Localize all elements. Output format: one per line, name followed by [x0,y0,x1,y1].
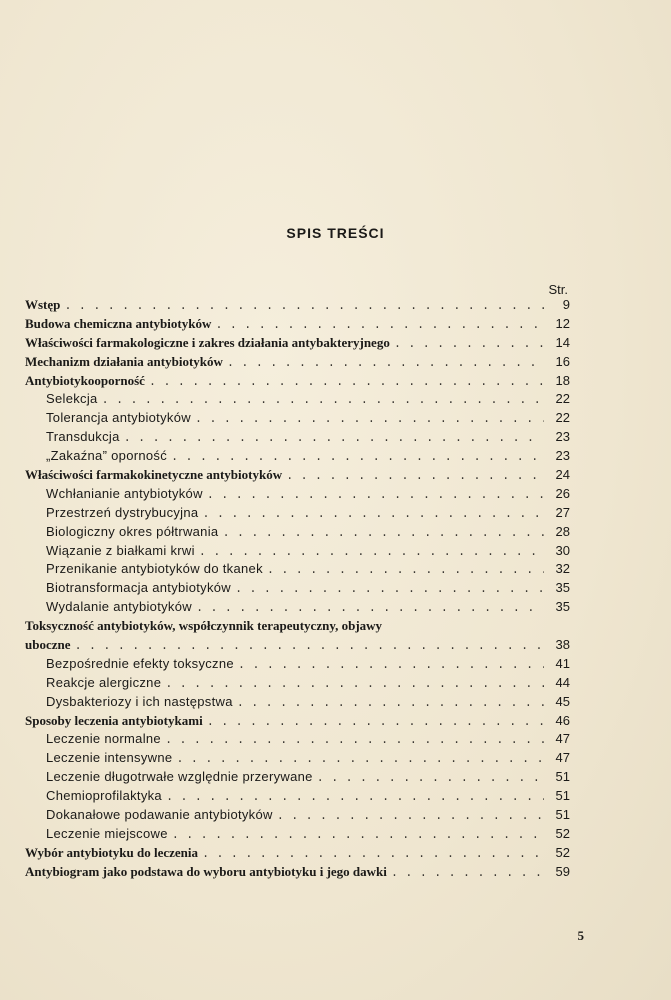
dot-leader [238,658,544,672]
toc-entry-page: 52 [555,844,570,860]
toc-entry-page: 51 [555,788,570,804]
toc-entry-label: Sposoby leczenia antybiotykami [25,712,203,728]
toc-entry-label: Biotransformacja antybiotyków [46,580,231,596]
toc-subentry [25,750,570,769]
toc-entry-page: 51 [555,769,570,785]
toc-entry-label: Dysbakteriozy i ich następstwa [46,693,233,709]
toc-subentry [25,524,570,543]
toc-subentry [25,694,570,713]
toc-entry-label: Właściwości farmakokinetyczne antybiotyków [25,467,283,483]
toc-entry-label: Bezpośrednie efekty toksyczne [46,655,234,671]
dot-leader [391,866,544,880]
toc-entry-label: Wybór antybiotyku do leczenia [25,844,198,860]
toc-entry-page: 9 [562,297,570,312]
toc-entry-label: Budowa chemiczna antybiotyków [25,315,212,331]
toc-entry-label: Właściwości farmakologiczne i zakres działania antybakteryjnego [25,334,390,350]
toc-entry-page: 59 [555,863,570,879]
dot-leader [215,318,544,332]
toc-entry-label: Wchłanianie antybiotyków [46,485,203,501]
toc-entry [25,637,570,656]
toc-entry-page: 26 [555,485,570,501]
toc-entry-label: Leczenie intensywne [46,750,173,766]
toc-subentry [25,391,570,410]
toc-entry-page: 52 [555,825,570,841]
toc-entry-page: 28 [555,523,570,539]
toc-entry-label: Leczenie długotrwałe względnie przerywane [46,769,313,785]
dot-leader [171,450,544,464]
toc-entry-label: Leczenie normalne [46,731,161,747]
toc-entry-page: 38 [555,637,570,653]
toc-entry-page: 41 [555,655,570,671]
dot-leader [172,828,544,842]
toc-entry [25,297,570,316]
toc-entry-label: Przestrzeń dystrybucyjna [46,504,199,520]
toc-entry-page: 16 [555,353,570,369]
toc-entry-page: 35 [555,599,570,615]
toc-entry-label: Wiązanie z białkami krwi [46,542,195,558]
toc-entry-page: 12 [555,315,570,331]
toc-entry-page: 23 [555,448,570,464]
toc-entry-page: 18 [555,372,570,388]
toc-entry-label: Przenikanie antybiotyków do tkanek [46,561,263,577]
dot-leader [202,507,544,521]
toc-entry-label: Wydalanie antybiotyków [46,599,192,615]
toc-entry-label: Chemioprofilaktyka [46,788,162,804]
toc-entry [25,467,570,486]
toc-entry-page: 35 [555,580,570,596]
toc-entry-page: 22 [555,410,570,426]
toc-subentry [25,543,570,562]
toc-entry-page: 14 [555,334,570,350]
dot-leader [64,299,544,313]
toc-entry [25,713,570,732]
toc-subentry [25,561,570,580]
toc-entry-page: 32 [555,561,570,577]
toc-subentry [25,448,570,467]
toc-entry-page: 45 [555,693,570,709]
toc-subentry [25,429,570,448]
toc-subentry [25,826,570,845]
toc-entry-label: Mechanizm działania antybiotyków [25,353,223,369]
toc-subentry [25,731,570,750]
toc-entry-page: 51 [555,807,570,823]
dot-leader [207,488,544,502]
dot-leader [165,677,544,691]
toc-entry-label: Leczenie miejscowe [46,825,168,841]
dot-leader [207,715,544,729]
toc-entry [25,316,570,335]
toc-subentry [25,505,570,524]
dot-leader [227,356,544,370]
dot-leader [394,337,544,351]
toc-entry-label: Tolerancja antybiotyków [46,410,191,426]
dot-leader [124,431,544,445]
toc-subentry [25,486,570,505]
dot-leader [149,375,544,389]
toc-entry-page: 30 [555,542,570,558]
dot-leader [202,847,544,861]
toc-entry-label: Antybiogram jako podstawa do wyboru antybiotyku i jego dawki [25,863,387,879]
toc-subentry [25,410,570,429]
toc-entry [25,845,570,864]
toc-subentry [25,807,570,826]
dot-leader [199,545,544,559]
dot-leader [267,563,544,577]
page-number: 5 [577,928,584,943]
toc-entry-page: 44 [555,674,570,690]
toc-entry [25,864,570,883]
dot-leader [102,393,544,407]
toc-entry-page: 46 [555,712,570,728]
toc-subentry [25,656,570,675]
dot-leader [235,582,544,596]
toc-entry-label: uboczne [25,637,71,653]
dot-leader [165,733,544,747]
toc-entry-label: Antybiotykooporność [25,372,145,388]
dot-leader [176,752,544,766]
toc-entry-label: Selekcja [46,391,98,407]
toc-entry-label: Reakcje alergiczne [46,674,162,690]
page-column-header: Str. [548,282,568,297]
dot-leader [286,469,544,483]
toc-entry-page: 47 [555,750,570,766]
toc-subentry [25,769,570,788]
dot-leader [196,601,544,615]
dot-leader [222,526,544,540]
page-title: SPIS TREŚCI [286,225,385,241]
dot-leader [75,639,545,653]
table-of-contents [25,297,570,883]
toc-subentry [25,675,570,694]
toc-entry [25,354,570,373]
toc-subentry [25,788,570,807]
toc-entry-label: Toksyczność antybiotyków, współczynnik terapeutyczny, objawy [25,618,383,634]
toc-entry [25,373,570,392]
toc-entry [25,618,570,637]
toc-entry-label: Biologiczny okres półtrwania [46,523,219,539]
toc-entry-page: 47 [555,731,570,747]
toc-entry-page: 22 [555,391,570,407]
dot-leader [195,412,544,426]
dot-leader [166,790,544,804]
toc-entry-page: 24 [555,467,570,483]
toc-entry-label: Wstęp [25,297,61,312]
toc-entry [25,335,570,354]
toc-entry-label: Dokanałowe podawanie antybiotyków [46,807,273,823]
toc-entry-label: Transdukcja [46,429,120,445]
toc-subentry [25,599,570,618]
toc-entry-page: 27 [555,504,570,520]
dot-leader [237,696,544,710]
toc-entry-page: 23 [555,429,570,445]
toc-entry-label: „Zakaźna” oporność [46,448,168,464]
dot-leader [277,809,544,823]
dot-leader [317,771,544,785]
toc-subentry [25,580,570,599]
